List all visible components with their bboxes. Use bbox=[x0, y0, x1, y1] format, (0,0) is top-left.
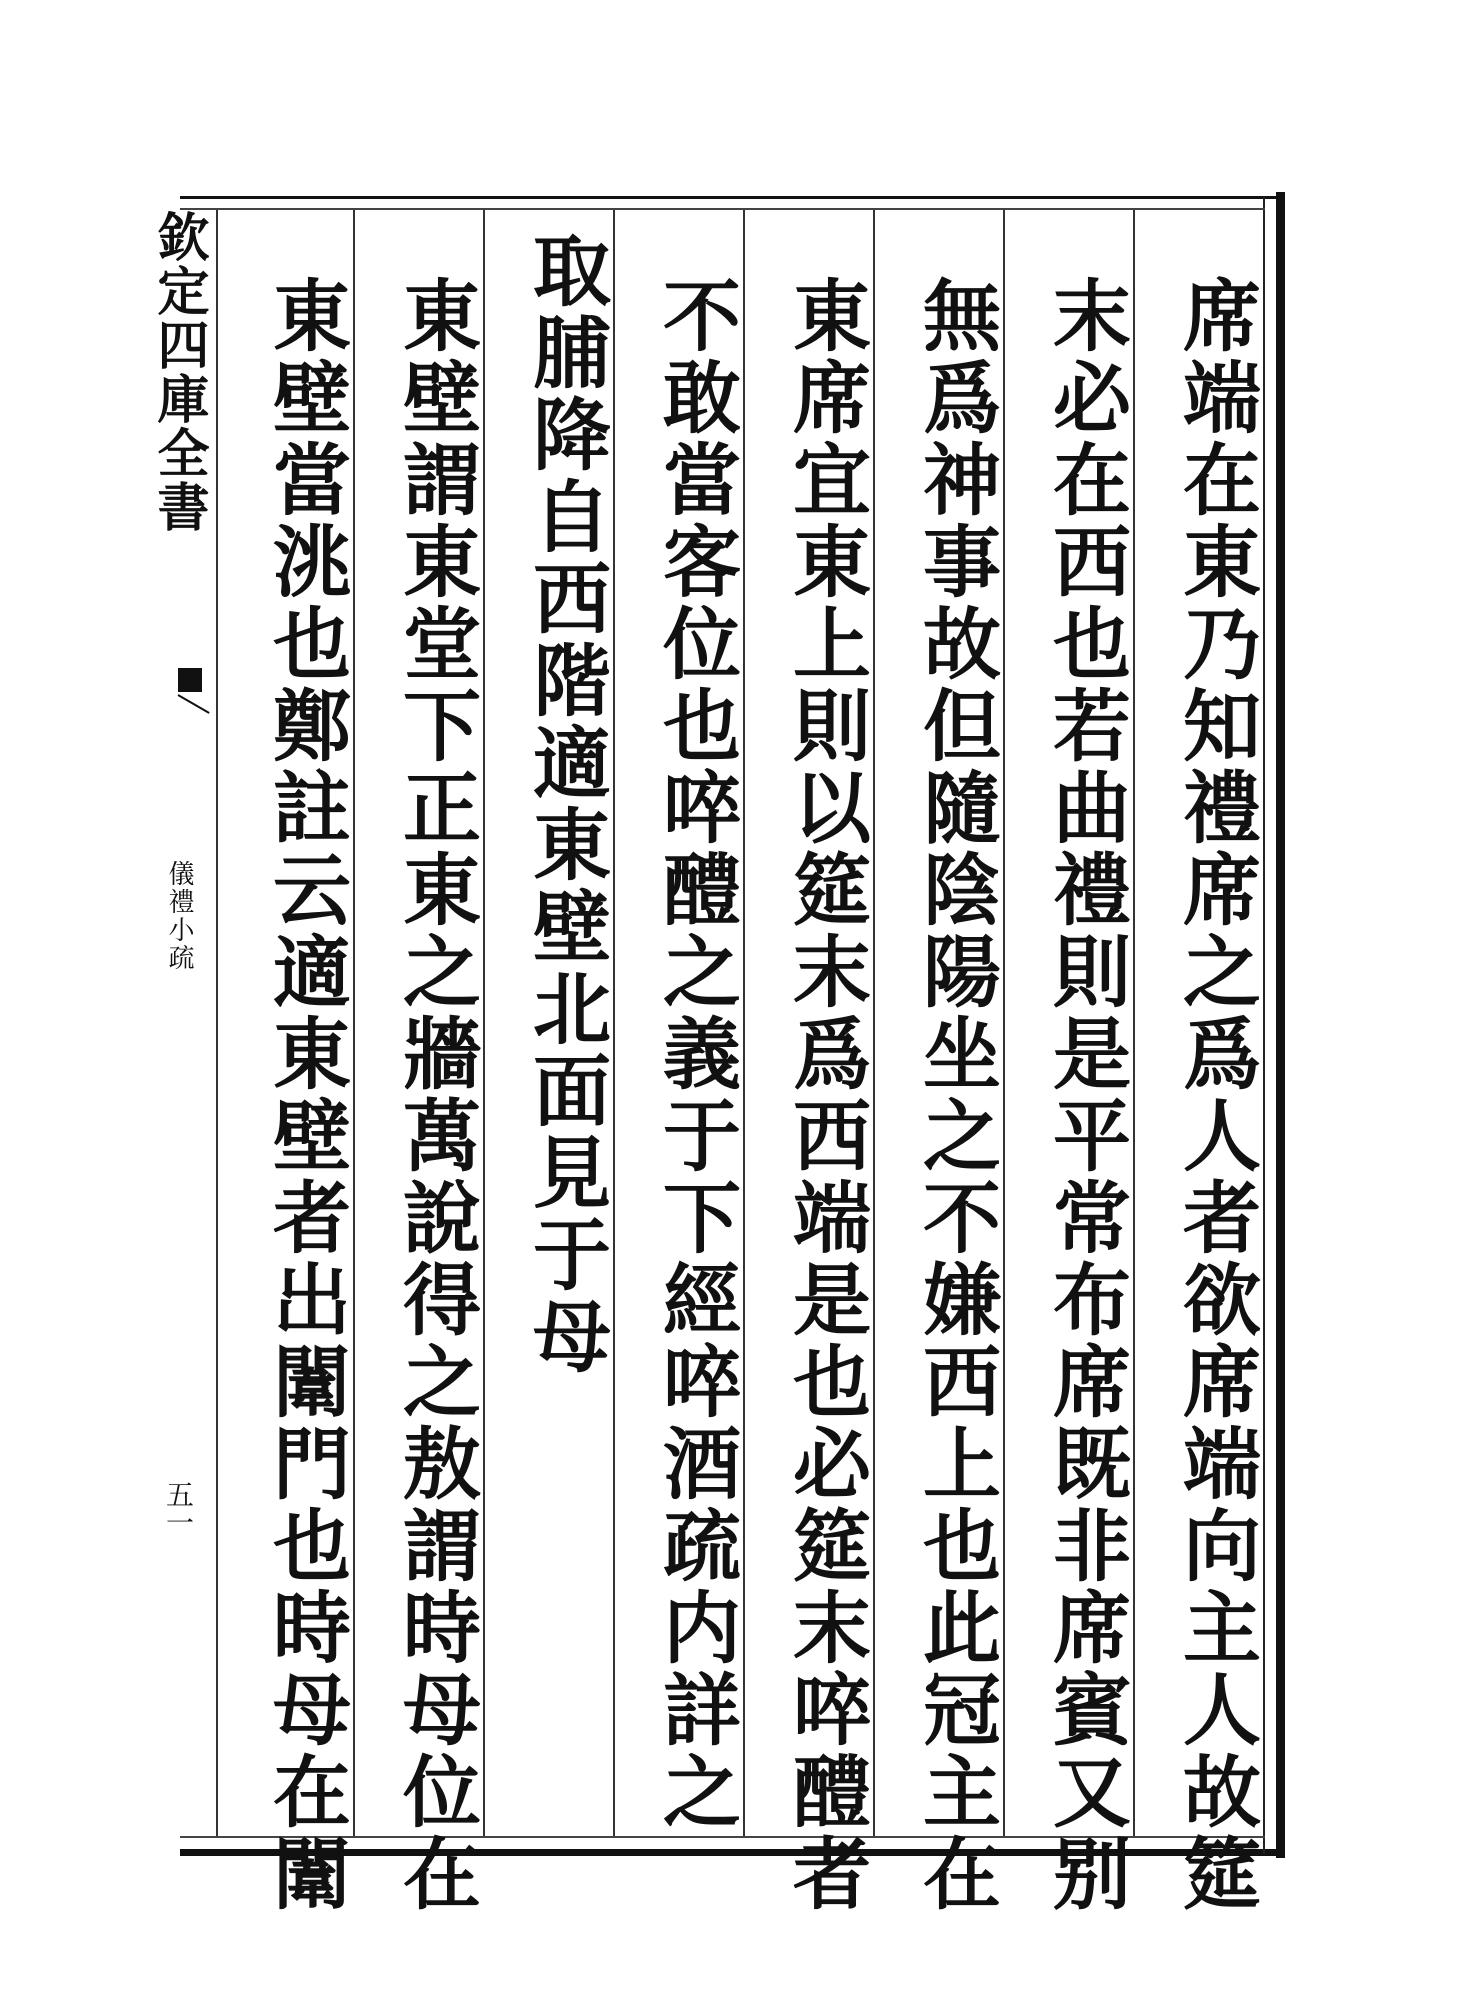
frame-top-inner-line bbox=[180, 208, 1265, 210]
column-rule bbox=[613, 210, 615, 1836]
text-column-6: 取脯降自西階適東壁北面見于母 bbox=[520, 230, 611, 1378]
text-column-1: 席端在東乃知禮席之爲人者欲席端向主人故筵 bbox=[1170, 275, 1261, 1915]
text-column-4: 東席宜東上則以筵末爲西端是也必筵末啐醴者 bbox=[780, 275, 871, 1915]
page-number: 五一 bbox=[162, 1480, 195, 1536]
column-rule bbox=[743, 210, 745, 1836]
column-rule bbox=[873, 210, 875, 1836]
text-column-2: 末必在西也若曲禮則是平常布席既非席賓又别 bbox=[1040, 275, 1131, 1915]
text-column-7: 東壁謂東堂下正東之牆萬說得之敖謂時母位在 bbox=[390, 275, 481, 1915]
margin-collection-title: 欽定四庫全書 bbox=[148, 210, 209, 534]
fish-tail-mark bbox=[178, 668, 202, 692]
column-rule bbox=[353, 210, 355, 1836]
column-rule bbox=[483, 210, 485, 1836]
text-column-8: 東壁當洮也鄭註云適東壁者出闈門也時母在闈 bbox=[260, 275, 351, 1915]
column-rule bbox=[216, 210, 218, 1836]
margin-book-title: 儀禮小疏 bbox=[164, 860, 194, 972]
text-column-3: 無爲神事故但隨陰陽坐之不嫌西上也此冠主在 bbox=[910, 275, 1001, 1915]
column-rule bbox=[1003, 210, 1005, 1836]
frame-right-border bbox=[1276, 192, 1285, 1858]
frame-right-inner-border bbox=[1263, 196, 1265, 1854]
column-rule bbox=[1133, 210, 1135, 1836]
text-column-5: 不敢當客位也啐醴之義于下經啐酒疏内詳之 bbox=[650, 275, 741, 1833]
